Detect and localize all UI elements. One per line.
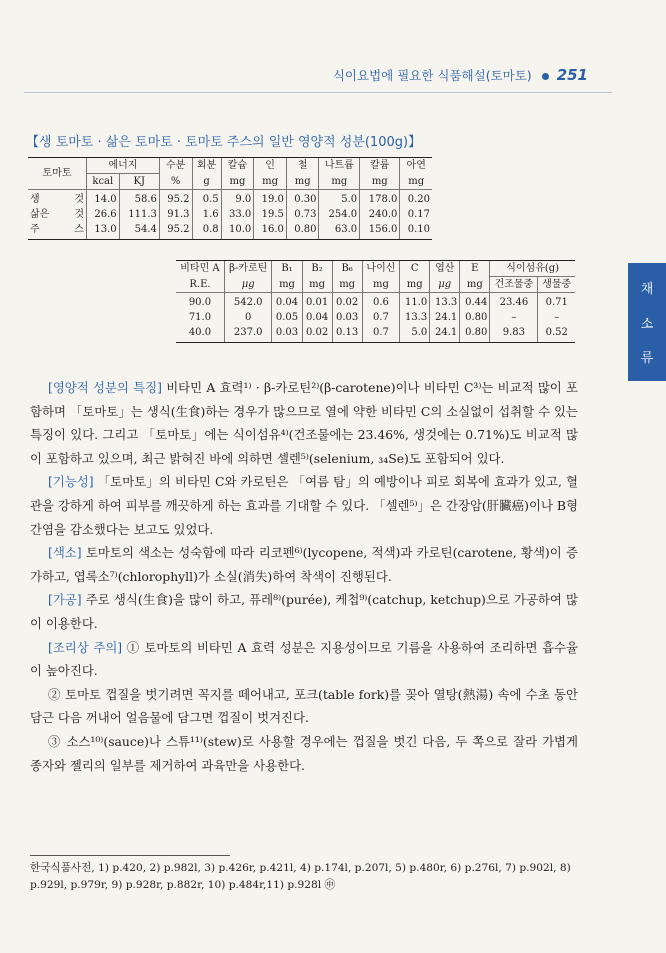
table-unit-cell: mg bbox=[302, 277, 332, 293]
table-unit-cell: mg bbox=[460, 277, 490, 293]
table-cell: 111.3 bbox=[119, 207, 159, 222]
nutrition-table-minerals bbox=[28, 157, 432, 240]
table-cell: 91.3 bbox=[159, 207, 192, 222]
paragraph-text: 토마토의 색소는 성숙함에 따라 리코펜⁶⁾(lycopene, 적색)과 카로틴(carotene, 황색)이 증가하고, 엽록소⁷⁾(chlorophyll)가 소실(消失)하여 착색이 진행된다. bbox=[30, 545, 578, 584]
table-unit-cell: mg bbox=[362, 277, 399, 293]
table-cell: 0.01 bbox=[302, 293, 332, 311]
table-unit-cell: mg bbox=[400, 277, 430, 293]
paragraph-cooking bbox=[30, 636, 578, 683]
table-cell: 24.1 bbox=[430, 325, 460, 343]
table-unit-cell: mg bbox=[360, 174, 400, 190]
side-tab-char: 소 bbox=[640, 316, 654, 332]
table-cell: 16.0 bbox=[254, 222, 287, 240]
table-row bbox=[176, 293, 575, 311]
table-title: 【생 토마토 · 삶은 토마토 · 토마토 주스의 일반 영양적 성분(100g)】 bbox=[26, 135, 422, 150]
table-cell: 0.02 bbox=[302, 325, 332, 343]
table-cell: 90.0 bbox=[176, 293, 224, 311]
table-cell: 0.73 bbox=[286, 207, 319, 222]
table-header-cell: 엽산 bbox=[430, 261, 460, 277]
section-heading: [기능성] bbox=[48, 474, 94, 490]
table-cell: 0.13 bbox=[332, 325, 362, 343]
nutrition-table-vitamins bbox=[176, 260, 575, 343]
table-cell: 0.04 bbox=[302, 310, 332, 325]
table-unit-cell: mg bbox=[254, 174, 287, 190]
table-cell: 19.0 bbox=[254, 190, 287, 208]
table-header-cell: 나이신 bbox=[362, 261, 399, 277]
table-header-cell: 철 bbox=[286, 158, 319, 174]
table-unit-cell: μg bbox=[224, 277, 272, 293]
paragraph-text: 주로 생식(生食)을 많이 하고, 퓨레⁸⁾(purée), 케첩⁹⁾(catchup, ketchup)으로 가공하여 많이 이용한다. bbox=[30, 592, 578, 631]
paragraph-text: ① 토마토의 비타민 A 효력 성분은 지용성이므로 기름을 사용하여 조리하면 흡수율이 높아진다. bbox=[30, 639, 578, 679]
table-cell: 33.0 bbox=[221, 207, 254, 222]
table-cell: 237.0 bbox=[224, 325, 272, 343]
table-cell: – bbox=[490, 310, 538, 325]
table-cell: 24.1 bbox=[430, 310, 460, 325]
paragraph-features bbox=[30, 376, 578, 470]
bullet-dot-icon bbox=[542, 73, 549, 80]
table-header-cell: B₁ bbox=[272, 261, 302, 277]
table-unit-cell: 건조물중 bbox=[490, 277, 538, 293]
section-heading: [가공] bbox=[48, 592, 82, 608]
table-header-cell: 수분 bbox=[159, 158, 192, 174]
table-cell: 13.3 bbox=[400, 310, 430, 325]
table-header-cell: 식이섬유(g) bbox=[490, 261, 575, 277]
table-cell: 0.80 bbox=[460, 310, 490, 325]
table-cell: 0.5 bbox=[192, 190, 221, 208]
table-header-cell: 아연 bbox=[400, 158, 432, 174]
table-header-cell: 토마토 bbox=[28, 158, 87, 190]
paragraph-text: ③ 소스¹⁰⁾(sauce)나 스튜¹¹⁾(stew)로 사용할 경우에는 껍질을 벗긴 다음, 두 쪽으로 잘라 가볍게 종자와 젤리의 일부를 제거하여 과육만을 사용한다. bbox=[30, 733, 578, 773]
table-cell: 54.4 bbox=[119, 222, 159, 240]
table-cell: 63.0 bbox=[319, 222, 360, 240]
table-cell: 95.2 bbox=[159, 190, 192, 208]
running-title: 식이요법에 필요한 식품해설(토마토) bbox=[332, 68, 532, 83]
table-cell: 40.0 bbox=[176, 325, 224, 343]
table-unit-cell: mg bbox=[286, 174, 319, 190]
footnote: 한국식품사전, 1) p.420, 2) p.982l, 3) p.426r, p.421l, 4) p.174l, p.207l, 5) p.480r, 6) p.276l, 7) p.902l, 8) p.929l, p.979r, 9) p.928r, p.882r, 10) p.484r,11) p.928l ㊥ bbox=[30, 862, 571, 891]
table-header-cell: 칼슘 bbox=[221, 158, 254, 174]
table-cell: 13.0 bbox=[87, 222, 120, 240]
table-cell: 11.0 bbox=[400, 293, 430, 311]
paragraph-processing bbox=[30, 588, 578, 635]
table-row bbox=[176, 325, 575, 343]
header-rule bbox=[24, 92, 612, 93]
paragraph-text: ② 토마토 껍질을 벗기려면 꼭지를 떼어내고, 포크(table fork)를 꽂아 열탕(熱湯) 속에 수초 동안 담근 다음 꺼내어 얼음물에 담그면 껍질이 벗겨진다. bbox=[30, 686, 578, 726]
table-cell: 156.0 bbox=[360, 222, 400, 240]
running-head bbox=[333, 66, 588, 84]
table-cell: 5.0 bbox=[400, 325, 430, 343]
table-cell: 0.52 bbox=[538, 325, 575, 343]
section-heading: [색소] bbox=[48, 545, 82, 561]
table-cell: 0 bbox=[224, 310, 272, 325]
table-cell: 0.03 bbox=[272, 325, 302, 343]
table-cell: 71.0 bbox=[188, 312, 212, 323]
table-cell: 0.44 bbox=[460, 293, 490, 311]
table-cell: 0.7 bbox=[362, 325, 399, 343]
table-unit-cell: % bbox=[159, 174, 192, 190]
paragraph-functionality bbox=[30, 470, 578, 541]
table-unit-cell: KJ bbox=[119, 174, 159, 190]
section-heading: [영양적 성분의 특징] bbox=[48, 380, 162, 395]
table-cell: 58.6 bbox=[119, 190, 159, 208]
paragraph-text: 비타민 A 효력¹⁾ · β-카로틴²⁾(β-carotene)이나 비타민 C³⁾는 비교적 많이 포함하며 「토마토」는 생식(生食)하는 경우가 많으므로 열에 약한 비타민 C의 소실없이 섭취할 수 있는 특징이 있다. 그리고 「토마토」에는 식이섬유⁴⁾(건조물에는 23.46%, 생것에는 0.71%)도 비교적 많이 포함하고 있으며, 최근 밝혀진 바에 의하면 셀렌⁵⁾(selenium, ₃₄Se)도 포함되어 있다. bbox=[30, 380, 578, 466]
row-label: 생 것 bbox=[28, 190, 87, 208]
table-header-cell: 나트륨 bbox=[319, 158, 360, 174]
side-tab-char: 채 bbox=[640, 282, 654, 298]
table-row bbox=[28, 222, 432, 240]
table-cell: 0.30 bbox=[286, 190, 319, 208]
row-label: 삶은 것 bbox=[30, 209, 84, 220]
page-number: 251 bbox=[556, 66, 588, 84]
side-tab-char: 류 bbox=[640, 350, 654, 366]
table-cell: 0.17 bbox=[400, 207, 432, 222]
table-cell: 0.03 bbox=[332, 310, 362, 325]
table-header-cell: C bbox=[400, 261, 430, 277]
table-unit-cell: mg bbox=[272, 277, 302, 293]
table-cell: 0.80 bbox=[286, 222, 319, 240]
section-heading: [조리상 주의] bbox=[48, 639, 123, 655]
table-unit-cell: g bbox=[192, 174, 221, 190]
table-header-cell: B₂ bbox=[302, 261, 332, 277]
table-cell: 0.20 bbox=[400, 190, 432, 208]
table-cell: 10.0 bbox=[221, 222, 254, 240]
table-header-cell: B₆ bbox=[332, 261, 362, 277]
table-cell: 1.6 bbox=[192, 207, 221, 222]
table-row bbox=[28, 190, 432, 208]
table-cell: 14.0 bbox=[87, 190, 120, 208]
table-cell: 0.8 bbox=[192, 222, 221, 240]
section-side-tab bbox=[628, 263, 666, 381]
table-cell: – bbox=[538, 310, 575, 325]
table-cell: 26.6 bbox=[87, 207, 120, 222]
table-cell: 254.0 bbox=[319, 207, 360, 222]
table-cell: 95.2 bbox=[159, 222, 192, 240]
body-text bbox=[30, 376, 578, 777]
table-unit-cell: μg bbox=[430, 277, 460, 293]
paragraph-pigment bbox=[30, 541, 578, 588]
table-cell: 0.10 bbox=[400, 222, 432, 240]
row-label: 주 스 bbox=[28, 222, 87, 240]
table-cell: 13.3 bbox=[430, 293, 460, 311]
table-cell: 0.02 bbox=[332, 293, 362, 311]
table-unit-cell: mg bbox=[400, 174, 432, 190]
table-cell: 0.7 bbox=[362, 310, 399, 325]
table-unit-cell: mg bbox=[319, 174, 360, 190]
table-cell: 0.05 bbox=[272, 310, 302, 325]
table-cell: 178.0 bbox=[360, 190, 400, 208]
table-cell: 9.83 bbox=[490, 325, 538, 343]
table-header-cell: 칼륨 bbox=[360, 158, 400, 174]
paragraph-text: 「토마토」의 비타민 C와 카로틴은 「여름 탐」의 예방이나 피로 회복에 효과가 있고, 혈관을 강하게 하여 피부를 깨끗하게 하는 효과를 기대할 수 있다. 「셀렌⁵⁾」은 간장암(肝臟癌)이나 B형 간염을 감소했다는 보고도 있었다. bbox=[30, 474, 578, 537]
table-unit-cell: kcal bbox=[87, 174, 120, 190]
table-header-cell: E bbox=[460, 261, 490, 277]
table-cell: 23.46 bbox=[490, 293, 538, 311]
table-cell: 0.04 bbox=[272, 293, 302, 311]
table-cell: 0.80 bbox=[460, 325, 490, 343]
table-header-cell: 에너지 bbox=[87, 158, 160, 174]
table-header-cell: 인 bbox=[254, 158, 287, 174]
table-row bbox=[176, 310, 575, 325]
table-cell: 5.0 bbox=[319, 190, 360, 208]
paragraph-cooking-2 bbox=[30, 683, 578, 730]
table-cell: 0.71 bbox=[538, 293, 575, 311]
table-cell: 542.0 bbox=[224, 293, 272, 311]
table-header-cell: 회분 bbox=[192, 158, 221, 174]
table-unit-cell: mg bbox=[221, 174, 254, 190]
table-cell: 240.0 bbox=[360, 207, 400, 222]
paragraph-cooking-3 bbox=[30, 730, 578, 777]
table-cell: 0.6 bbox=[362, 293, 399, 311]
table-unit-cell: mg bbox=[332, 277, 362, 293]
table-unit-cell: 생물중 bbox=[538, 277, 575, 293]
table-row bbox=[28, 207, 432, 222]
table-cell: 9.0 bbox=[221, 190, 254, 208]
table-header-cell: 비타민 A bbox=[176, 261, 224, 277]
table-header-cell: β-카로틴 bbox=[224, 261, 272, 277]
table-cell: 19.5 bbox=[254, 207, 287, 222]
footnote-rule bbox=[30, 855, 230, 856]
table-unit-cell: R.E. bbox=[189, 278, 211, 290]
